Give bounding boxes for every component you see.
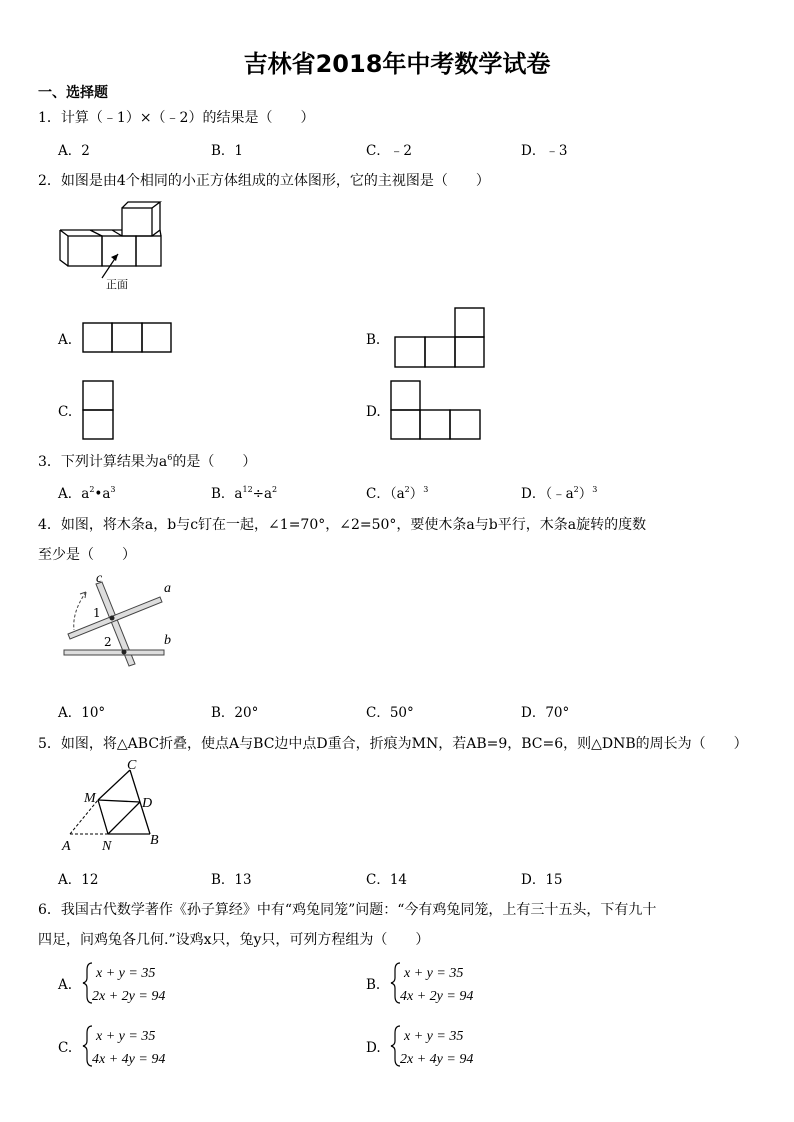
question-4-option-a: A．10° bbox=[58, 705, 106, 721]
question-6-option-d-system bbox=[390, 1023, 500, 1069]
question-1-option-a: A．2 bbox=[58, 143, 90, 159]
equation: x + y = 35 bbox=[96, 1029, 156, 1044]
question-3-option-d: D．$(﹣a^2)^3$ bbox=[521, 485, 598, 502]
point-b: B bbox=[150, 833, 159, 848]
label-c: c bbox=[96, 571, 103, 586]
question-5-option-c: C．14 bbox=[366, 872, 408, 888]
question-4-stem-line2: 至少是（ ） bbox=[38, 547, 136, 563]
equation: 2x + 2y = 94 bbox=[92, 989, 166, 1004]
question-1-option-c: C．﹣2 bbox=[366, 143, 412, 159]
question-6-stem-line2: 四足，问鸡兔各几何.”设鸡x只，兔y只，可列方程组为（ ） bbox=[38, 932, 430, 948]
label-a: a bbox=[164, 581, 171, 596]
label-angle-2: 2 bbox=[104, 635, 112, 649]
option-d-view bbox=[389, 380, 483, 442]
question-6-option-b-letter: B. bbox=[366, 977, 381, 993]
question-3-option-b: B．$a^{12}\div a^2$ bbox=[211, 485, 278, 502]
question-6-option-b-system bbox=[390, 960, 500, 1006]
point-c: C bbox=[127, 758, 137, 773]
question-6-option-c-system bbox=[82, 1023, 192, 1069]
question-5-option-d: D．15 bbox=[521, 872, 563, 888]
question-5-option-a: A．12 bbox=[58, 872, 99, 888]
label-angle-1: 1 bbox=[93, 606, 101, 620]
option-c-view bbox=[82, 380, 116, 442]
question-4-option-c: C．50° bbox=[366, 705, 414, 721]
question-2-option-c: C. bbox=[58, 404, 73, 420]
cube-stack-figure bbox=[56, 198, 168, 293]
point-a: A bbox=[62, 839, 71, 854]
point-m: M bbox=[84, 791, 96, 806]
section-heading: 一、选择题 bbox=[38, 85, 108, 101]
question-3-option-a: A．$a^2•a^3$ bbox=[58, 485, 116, 502]
option-a-view bbox=[82, 322, 174, 354]
equation: 4x + 2y = 94 bbox=[400, 989, 474, 1004]
option-b-view bbox=[393, 307, 485, 369]
rotated-sticks-figure bbox=[60, 572, 180, 672]
question-2-option-a: A. bbox=[58, 332, 73, 348]
question-3-stem: 3．下列计算结果为$a^6$的是（ ） bbox=[38, 453, 257, 470]
point-d: D bbox=[142, 796, 153, 811]
question-5-stem: 5．如图，将△ABC折叠，使点A与BC边中点D重合，折痕为MN，若AB=9，BC=6，则△DNB的周长为（ ） bbox=[38, 736, 748, 752]
question-6-stem-line1: 6．我国古代数学著作《孙子算经》中有“鸡兔同笼”问题：“今有鸡兔同笼，上有三十五头，下有九十 bbox=[38, 902, 657, 918]
question-4-option-b: B．20° bbox=[211, 705, 259, 721]
question-6-option-a-system bbox=[82, 960, 192, 1006]
question-4-option-d: D．70° bbox=[521, 705, 570, 721]
point-n: N bbox=[102, 839, 112, 854]
question-1-option-b: B．1 bbox=[211, 143, 244, 159]
question-6-option-c-letter: C. bbox=[58, 1040, 73, 1056]
question-2-option-d: D. bbox=[366, 404, 381, 420]
label-b: b bbox=[164, 633, 171, 648]
equation: 4x + 4y = 94 bbox=[92, 1052, 166, 1067]
question-4-stem-line1: 4．如图，将木条a，b与c钉在一起，∠1=70°，∠2=50°，要使木条a与b平行，木条a旋转的度数 bbox=[38, 517, 647, 533]
question-6-option-d-letter: D. bbox=[366, 1040, 381, 1056]
equation: x + y = 35 bbox=[404, 1029, 464, 1044]
question-1-stem: 1．计算（﹣1）×（﹣2）的结果是（ ） bbox=[38, 110, 315, 126]
page-title: 吉林省2018年中考数学试卷 bbox=[243, 50, 551, 78]
folded-triangle-figure bbox=[60, 758, 170, 854]
question-1-option-d: D．﹣3 bbox=[521, 143, 568, 159]
question-2-option-b: B. bbox=[366, 332, 381, 348]
question-3-option-c: C．$(a^2)^3$ bbox=[366, 485, 429, 502]
equation: x + y = 35 bbox=[96, 966, 156, 981]
equation: x + y = 35 bbox=[404, 966, 464, 981]
equation: 2x + 4y = 94 bbox=[400, 1052, 474, 1067]
question-5-option-b: B．13 bbox=[211, 872, 252, 888]
question-2-stem: 2．如图是由4个相同的小正方体组成的立体图形，它的主视图是（ ） bbox=[38, 173, 490, 189]
front-label: 正面 bbox=[106, 278, 128, 291]
question-6-option-a-letter: A. bbox=[58, 977, 73, 993]
